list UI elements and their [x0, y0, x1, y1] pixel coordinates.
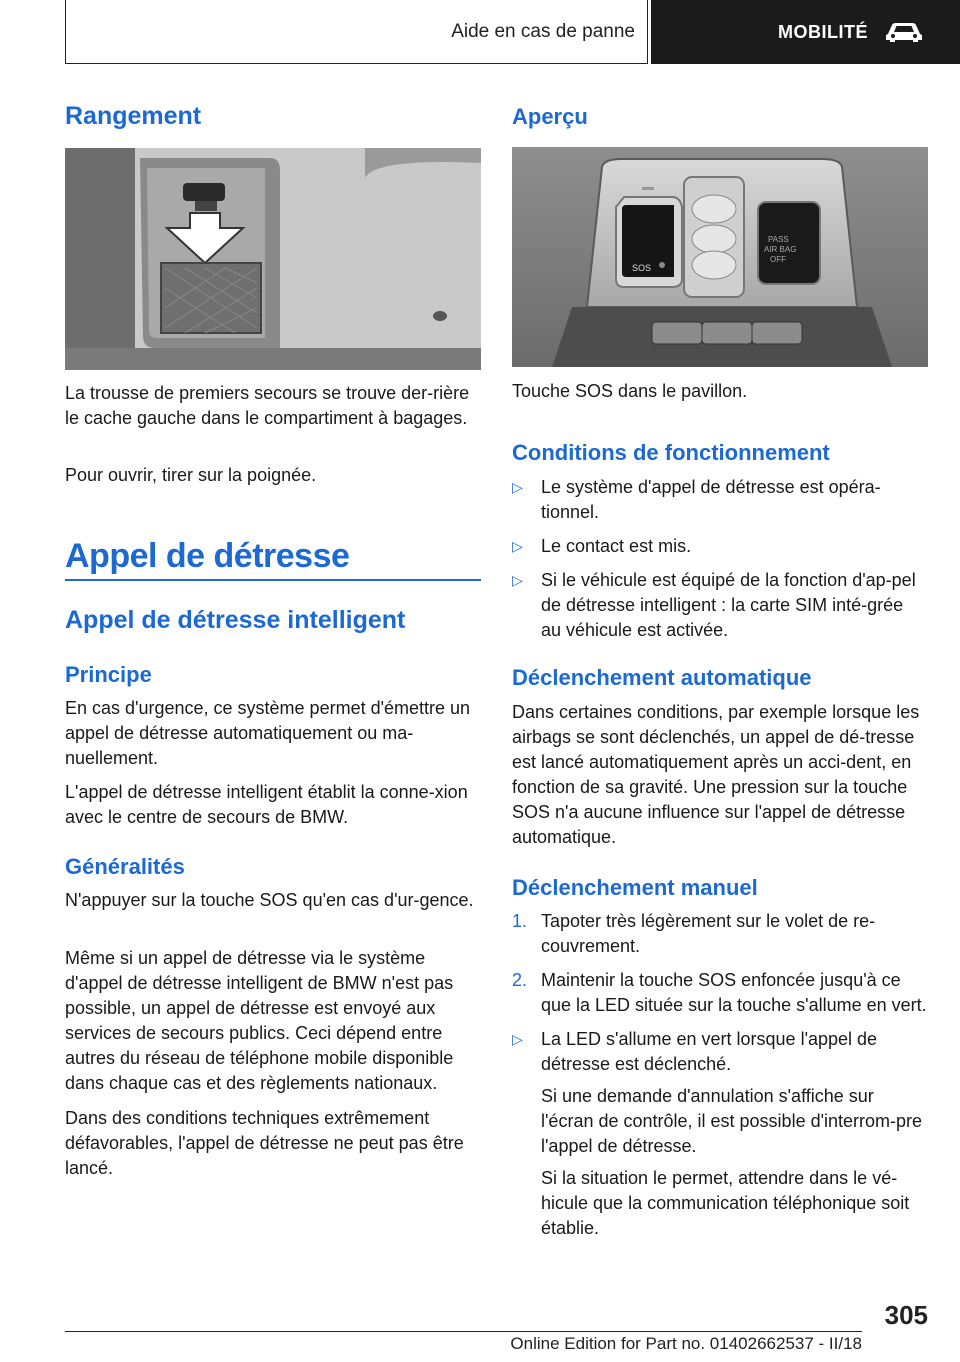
airbag-label-3: OFF [770, 255, 786, 264]
sos-key-label: SOS [632, 263, 652, 273]
rangement-heading: Rangement [65, 102, 202, 130]
page-number: 305 [884, 1300, 928, 1330]
result-note-2: Si la situation le permet, attendre dans le vé-hicule que la communication téléphonique soit établie. [541, 1168, 910, 1238]
manuel-heading: Déclenchement manuel [512, 875, 758, 900]
list-item: ▷ Le contact est mis. [512, 534, 928, 559]
result-note-1: Si une demande d'annulation s'affiche sur l'écran de contrôle, il est possible d'interrom-pre l'appel de détresse. [541, 1086, 923, 1156]
airbag-label-2: AIR BAG [764, 245, 797, 254]
intelligent-heading: Appel de détresse intelligent [65, 606, 406, 634]
auto-paragraph: Dans certaines conditions, par exemple lorsque les airbags se sont déclenchés, un appel de dé-tresse est lancé automatiquement après un acci-dent, en fonction de sa gravité. Une pression sur la touche SOS n'a aucune influence sur l'appel de détresse automatique. [512, 702, 920, 847]
list-item: ▷ Le système d'appel de détresse est opéra-tionnel. [512, 477, 881, 522]
airbag-label-1: PASS [768, 235, 789, 244]
header-section-label: Aide en cas de panne [451, 20, 635, 42]
step-item: 2. Maintenir la touche SOS enfoncée jusqu'à ce que la LED située sur la touche s'allume en vert. [512, 970, 927, 1015]
conditions-list [512, 475, 928, 652]
car-icon [882, 20, 926, 44]
footer-rule [65, 1331, 862, 1332]
triangle-bullet-icon: ▷ [512, 572, 523, 588]
trunk-compartment-image [65, 148, 481, 370]
header-chapter-label: MOBILITÉ [778, 21, 868, 42]
triangle-bullet-icon: ▷ [512, 538, 523, 554]
footer-edition: Online Edition for Part no. 01402662537 - II/18 [510, 1334, 862, 1353]
result-item: ▷ La LED s'allume en vert lorsque l'appel de détresse est déclenché. Si une demande d'annulation s'affiche sur l'écran de contrôle, il est possible d'interrom-pre l'appel de détresse. Si la situation le permet, attendre dans le vé-hicule que la communication téléphonique soit établie. [512, 1027, 928, 1241]
sos-button-panel-image [512, 147, 928, 367]
triangle-bullet-icon: ▷ [512, 1031, 523, 1047]
rangement-paragraph-1: La trousse de premiers secours se trouve der-rière le cache gauche dans le compartiment à bagages. [65, 383, 470, 428]
header-chapter-tab [651, 0, 960, 64]
generalites-heading: Généralités [65, 854, 185, 879]
principe-paragraph-2: L'appel de détresse intelligent établit la conne-xion avec le centre de secours de BMW. [65, 782, 468, 827]
list-item: ▷ Si le véhicule est équipé de la fonction d'ap-pel de détresse intelligent : la carte SIM inté-grée au véhicule est activée. [512, 570, 916, 640]
step-item: 1. Tapoter très légèrement sur le volet de re-couvrement. [512, 911, 876, 956]
principe-paragraph-1: En cas d'urgence, ce système permet d'émettre un appel de détresse automatiquement ou ma-nuellement. [65, 698, 471, 768]
apercu-heading: Aperçu [512, 104, 588, 129]
generalites-paragraph-2: Même si un appel de détresse via le système d'appel de détresse intelligent de BMW n'est pas possible, un appel de détresse est envoyé aux services de secours publics. Ceci dépend entre autres du réseau de téléphone mobile disponible dans chaque cas et des règlements nationaux. [65, 948, 454, 1093]
apercu-caption: Touche SOS dans le pavillon. [512, 381, 748, 401]
rangement-paragraph-2: Pour ouvrir, tirer sur la poignée. [65, 465, 317, 485]
header-section-tab [65, 0, 648, 64]
triangle-bullet-icon: ▷ [512, 479, 523, 495]
generalites-paragraph-1: N'appuyer sur la touche SOS qu'en cas d'ur-gence. [65, 890, 474, 910]
auto-heading: Déclenchement automatique [512, 665, 812, 690]
step-number: 1. [512, 911, 528, 931]
principe-heading: Principe [65, 662, 152, 687]
appel-de-detresse-heading: Appel de détresse [65, 537, 350, 575]
conditions-heading: Conditions de fonctionnement [512, 440, 830, 465]
step-number: 2. [512, 970, 528, 990]
section-rule [65, 579, 481, 581]
generalites-paragraph-3: Dans des conditions techniques extrêmement défavorables, l'appel de détresse ne peut pas être lancé. [65, 1108, 464, 1178]
manuel-steps [512, 909, 928, 1250]
